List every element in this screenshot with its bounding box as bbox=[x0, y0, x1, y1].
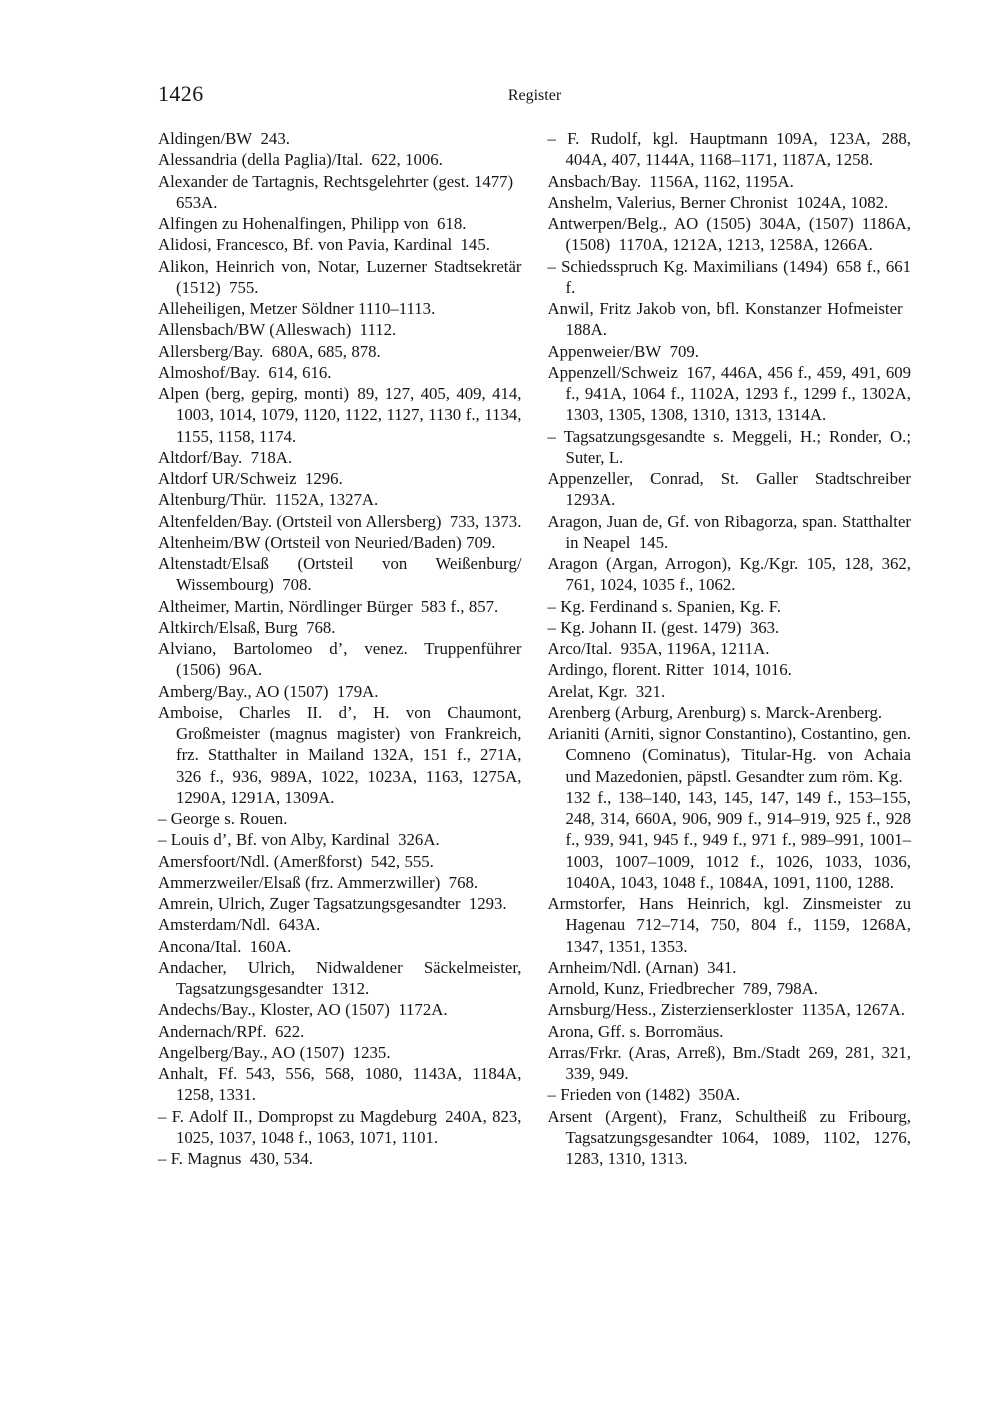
index-entry: Altenheim/BW (Ortsteil von Neuried/Baden) 709. bbox=[158, 532, 496, 552]
index-entry: Alleheiligen, Metzer Söldner 1110–1113. bbox=[158, 299, 436, 318]
index-entry: Allensbach/BW (Alleswach) 1112. bbox=[158, 320, 397, 340]
index-entry: Anshelm, Valerius, Berner Chronist 1024A, 1082. bbox=[547, 192, 889, 212]
index-column-left bbox=[158, 128, 522, 1169]
index-entry: Appenzell/Schweiz 167, 446A, 456 f., 459, 491, 609 f., 941A, 1064 f., 1102A, 1293 f., 1299 f., 1302A, 1303, 1305, 1308, 1310, 1313, 1314A. bbox=[547, 362, 911, 425]
index-entry: Anhalt, Ff. 543, 556, 568, 1080, 1143A, 1184A, 1258, 1331. bbox=[158, 1064, 522, 1105]
index-entry: Anwil, Fritz Jakob von, bfl. Konstanzer Hofmeister 188A. bbox=[547, 299, 911, 340]
index-entry: – F. Adolf II., Dompropst zu Magdeburg 240A, 823, 1025, 1037, 1048 f., 1063, 1071, 1101. bbox=[158, 1106, 522, 1147]
index-entry: Amboise, Charles II. d’, H. von Chaumont, Großmeister (magnus magister) von Frankreich, frz. Statthalter in Mailand 132A, 151 f., 271A, 326 f., 936, 989A, 1022, 1023A, 1163, 1275A, 1290A, 1291A, 1309A. bbox=[158, 702, 522, 807]
index-entry: Armstorfer, Hans Heinrich, kgl. Zinsmeister zu Hagenau 712–714, 750, 804 f., 1159, 1268A, 1347, 1351, 1353. bbox=[547, 894, 911, 956]
index-entry: Alidosi, Francesco, Bf. von Pavia, Kardinal 145. bbox=[158, 235, 490, 255]
index-entry: Ardingo, florent. Ritter 1014, 1016. bbox=[547, 660, 792, 680]
running-head: Register bbox=[507, 87, 562, 104]
index-entry: – Louis d’, Bf. von Alby, Kardinal 326A. bbox=[158, 830, 440, 850]
index-entry: – Frieden von (1482) 350A. bbox=[547, 1085, 741, 1105]
page-number: 1426 bbox=[158, 81, 204, 106]
index-entry: – Schiedsspruch Kg. Maximilians (1494) 658 f., 661 f. bbox=[547, 256, 911, 297]
index-entry: Alviano, Bartolomeo d’, venez. Truppenführer (1506) 96A. bbox=[158, 639, 522, 680]
page-header bbox=[158, 82, 911, 108]
index-entry: Allersberg/Bay. 680A, 685, 878. bbox=[158, 341, 381, 361]
index-entry: Altdorf/Bay. 718A. bbox=[158, 447, 293, 467]
index-entry: Andacher, Ulrich, Nidwaldener Säckelmeister, Tagsatzungsgesandter 1312. bbox=[158, 957, 522, 998]
index-column-right bbox=[548, 128, 912, 1169]
index-entry: Alexander de Tartagnis, Rechtsgelehrter (gest. 1477) 653A. bbox=[158, 171, 522, 212]
index-entry: Aragon, Juan de, Gf. von Ribagorza, span. Statthalter in Neapel 145. bbox=[547, 511, 911, 552]
index-entry: – Tagsatzungsgesandte s. Meggeli, H.; Ronder, O.; Suter, L. bbox=[547, 426, 911, 467]
index-entry: – Kg. Johann II. (gest. 1479) 363. bbox=[547, 617, 780, 637]
index-entry: Altenburg/Thür. 1152A, 1327A. bbox=[158, 490, 379, 510]
index-entry: Amersfoort/Ndl. (Amerßforst) 542, 555. bbox=[158, 851, 434, 871]
index-entry: – George s. Rouen. bbox=[158, 809, 288, 828]
index-entry: Appenzeller, Conrad, St. Galler Stadtschreiber 1293A. bbox=[547, 469, 911, 510]
index-entry: Arnheim/Ndl. (Arnan) 341. bbox=[547, 957, 737, 977]
index-entry: Altkirch/Elsaß, Burg 768. bbox=[158, 617, 336, 637]
index-entry: Amsterdam/Ndl. 643A. bbox=[158, 915, 321, 935]
index-entry: Alessandria (della Paglia)/Ital. 622, 1006. bbox=[158, 150, 443, 170]
index-entry: Ansbach/Bay. 1156A, 1162, 1195A. bbox=[547, 171, 794, 191]
index-entry: Arona, Gff. s. Borromäus. bbox=[547, 1021, 724, 1041]
index-entry: Amberg/Bay., AO (1507) 179A. bbox=[158, 681, 379, 701]
index-entry: Amrein, Ulrich, Zuger Tagsatzungsgesandter 1293. bbox=[158, 894, 507, 913]
index-entry: Arco/Ital. 935A, 1196A, 1211A. bbox=[547, 639, 770, 658]
index-entry: Arnsburg/Hess., Zisterzienserkloster 1135A, 1267A. bbox=[547, 1000, 905, 1020]
index-entry: – F. Rudolf, kgl. Hauptmann 109A, 123A, 288, 404A, 407, 1144A, 1168–1171, 1187A, 1258. bbox=[547, 129, 911, 170]
index-entry: – F. Magnus 430, 534. bbox=[158, 1149, 313, 1168]
index-entry: Arsent (Argent), Franz, Schultheiß zu Fribourg, Tagsatzungsgesandter 1064, 1089, 1102, 1276, 1283, 1310, 1313. bbox=[547, 1106, 911, 1168]
index-entry: Ancona/Ital. 160A. bbox=[158, 936, 292, 956]
index-entry: Altenfelden/Bay. (Ortsteil von Allersberg) 733, 1373. bbox=[158, 511, 522, 531]
index-entry: Almoshof/Bay. 614, 616. bbox=[158, 362, 332, 382]
index-entry: Ammerzweiler/Elsaß (frz. Ammerzwiller) 768. bbox=[158, 872, 479, 892]
index-entry: Arenberg (Arburg, Arenburg) s. Marck-Arenberg. bbox=[547, 702, 883, 722]
index-entry: Altenstadt/Elsaß (Ortsteil von Weißenburg/ Wissembourg) 708. bbox=[158, 554, 522, 595]
index-entry: Alpen (berg, gepirg, monti) 89, 127, 405, 409, 414, 1003, 1014, 1079, 1120, 1122, 1127, 1130 f., 1134, 1155, 1158, 1174. bbox=[158, 384, 522, 446]
index-entry: – Kg. Ferdinand s. Spanien, Kg. F. bbox=[547, 596, 781, 616]
index-entry: Aragon (Argan, Arrogon), Kg./Kgr. 105, 128, 362, 761, 1024, 1035 f., 1062. bbox=[547, 554, 911, 595]
index-entry: Arnold, Kunz, Friedbrecher 789, 798A. bbox=[547, 979, 818, 998]
index-body bbox=[158, 128, 911, 1169]
index-entry: Angelberg/Bay., AO (1507) 1235. bbox=[158, 1042, 391, 1062]
index-entry: Altheimer, Martin, Nördlinger Bürger 583 f., 857. bbox=[158, 596, 499, 616]
index-entry: Aldingen/BW 243. bbox=[158, 129, 290, 148]
index-entry: Arelat, Kgr. 321. bbox=[547, 681, 666, 701]
index-entry: Antwerpen/Belg., AO (1505) 304A, (1507) 1186A, (1508) 1170A, 1212A, 1213, 1258A, 1266A. bbox=[547, 214, 911, 255]
index-entry: Andernach/RPf. 622. bbox=[158, 1021, 305, 1041]
index-entry: Andechs/Bay., Kloster, AO (1507) 1172A. bbox=[158, 1000, 448, 1020]
index-entry: Alikon, Heinrich von, Notar, Luzerner Stadtsekretär (1512) 755. bbox=[158, 256, 522, 297]
index-entry: Appenweier/BW 709. bbox=[547, 341, 699, 361]
index-entry: Arianiti (Arniti, signor Constantino), Costantino, gen. Comneno (Cominatus), Titular-Hg. von Achaia und Mazedonien, päpstl. Gesandter zum röm. Kg. 132 f., 138–140, 143, 145, 147, 149 f., 153–155, 248, 314, 660A, 906, 909 f., 914–919, 925 f., 928 f., 939, 941, 945 f., 949 f., 971 f., 989–991, 1001–1003, 1007–1009, 1012 f., 1026, 1033, 1036, 1040A, 1043, 1048 f., 1084A, 1091, 1100, 1288. bbox=[547, 724, 911, 892]
index-entry: Alfingen zu Hohenalfingen, Philipp von 618. bbox=[158, 214, 467, 233]
index-entry: Altdorf UR/Schweiz 1296. bbox=[158, 469, 343, 488]
index-entry: Arras/Frkr. (Aras, Arreß), Bm./Stadt 269, 281, 321, 339, 949. bbox=[547, 1042, 911, 1083]
